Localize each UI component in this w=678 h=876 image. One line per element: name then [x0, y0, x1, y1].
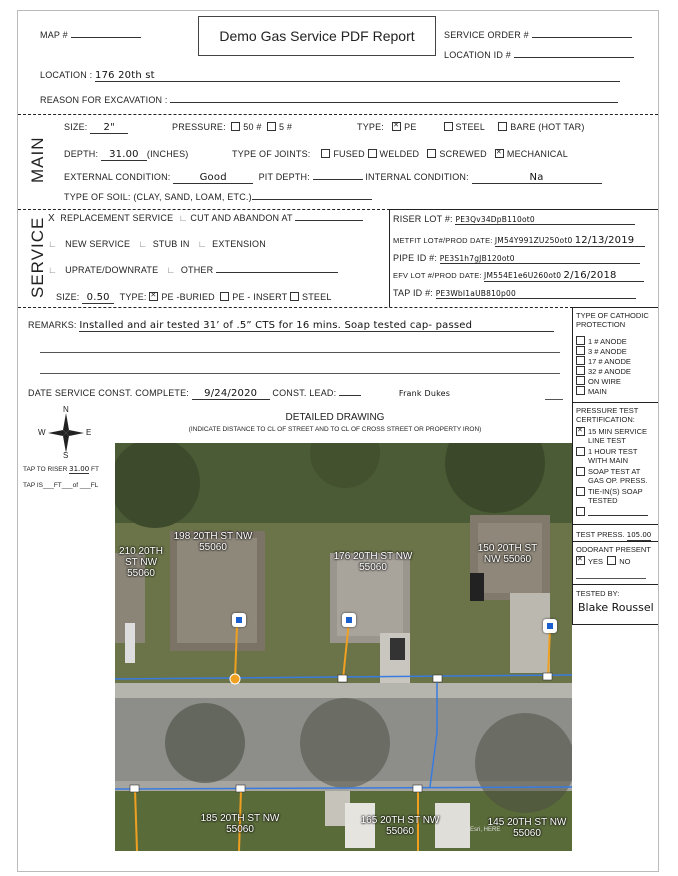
metfit-row: METFIT LOT#/PROD DATE: JM54Y991ZU250ot0 12/13/2019 — [393, 235, 645, 247]
remarks-value: Installed and air tested 31’ of .5” CTS for 16 mins. Soap tested cap- passed — [79, 320, 554, 332]
pressure-item: 1 HOUR TEST WITH MAIN — [576, 447, 658, 465]
cathodic-item: 1 # ANODE — [576, 336, 631, 346]
drawing-title: DETAILED DRAWING — [285, 412, 385, 423]
service-marker-icon[interactable] — [543, 619, 557, 633]
date-complete-row: DATE SERVICE CONST. COMPLETE: 9/24/2020 CONST. LEAD: Frank Dukes — [28, 388, 451, 399]
riser-lot-row: RISER LOT #: PE3Qv34DpB110ot0 — [393, 214, 635, 225]
tested-by-value: Blake Roussel — [578, 601, 654, 614]
report-title-box — [198, 16, 436, 56]
address-label: 176 20TH ST NW 55060 — [333, 551, 413, 573]
cathodic-item: MAIN — [576, 386, 631, 396]
pressure-test-title: PRESSURE TEST CERTIFICATION: — [576, 406, 639, 424]
main-joints-row: TYPE OF JOINTS: FUSED WELDED SCREWED ✕ MECHANICAL — [232, 149, 568, 159]
efv-row: EFV LOT #/PROD DATE: JM554E1e6U260ot0 2/16/2018 — [393, 270, 644, 282]
service-order-label: SERVICE ORDER # — [444, 30, 632, 40]
main-pressure-row: PRESSURE: 50 # 5 # — [172, 122, 293, 132]
map-attribution: Esri, HERE — [470, 827, 501, 833]
location-row: LOCATION : 176 20th st — [40, 70, 620, 82]
location-id-label: LOCATION ID # — [444, 50, 634, 60]
main-size-row: SIZE: 2" — [64, 122, 128, 134]
test-press-row: TEST PRESS. 105.00 — [576, 530, 652, 539]
address-label: 198 20TH ST NW 55060 — [173, 531, 253, 553]
service-size-row: SIZE: 0.50 TYPE: ✕ PE -BURIED PE - INSERT STEEL — [56, 292, 332, 304]
map-label: MAP # — [40, 30, 141, 40]
main-section-label: MAIN — [28, 136, 47, 183]
drawing-subtitle: (INDICATE DISTANCE TO CL OF STREET AND TO CL OF CROSS STREET OR PROPERTY IRON) — [188, 426, 482, 433]
tap-to-riser-row: TAP TO RISER 31.00 FT — [23, 465, 99, 473]
pressure-item: SOAP TEST AT GAS OP. PRESS. — [576, 467, 658, 485]
cathodic-item: 32 # ANODE — [576, 366, 631, 376]
cathodic-item: ON WIRE — [576, 376, 631, 386]
cathodic-item: 17 # ANODE — [576, 356, 631, 366]
main-soil-row: TYPE OF SOIL: (CLAY, SAND, LOAM, ETC.) — [64, 192, 372, 202]
report-title: Demo Gas Service PDF Report — [219, 28, 415, 44]
tested-by-label: TESTED BY: — [576, 589, 620, 598]
service-marker-icon[interactable] — [232, 613, 246, 627]
address-label: 165 20TH ST NW 55060 — [360, 815, 440, 837]
address-label: 150 20TH ST NW 55060 — [477, 543, 538, 565]
main-condition-row: EXTERNAL CONDITION: Good PIT DEPTH: INTERNAL CONDITION: Na — [64, 172, 602, 184]
main-depth-row: DEPTH: 31.00 (INCHES) — [64, 149, 189, 160]
pressure-item-blank — [576, 507, 658, 516]
service-marker-icon[interactable] — [342, 613, 356, 627]
cathodic-title: TYPE OF CATHODIC PROTECTION — [576, 311, 649, 329]
main-type-row: TYPE: ✕ PE STEEL BARE (HOT TAR) — [357, 122, 585, 132]
pressure-test-list — [576, 427, 658, 516]
tap-id-row: TAP ID #: PE3WbI1aUB810p00 — [393, 288, 636, 299]
address-label: 210 20TH ST NW 55060 — [119, 546, 163, 579]
service-row-3: ∟ UPRATE/DOWNRATE ∟ OTHER — [48, 265, 338, 275]
odorant-label: ODORANT PRESENT — [576, 545, 651, 554]
odorant-row: ✕YES NO — [576, 556, 630, 566]
service-section-label: SERVICE — [28, 216, 47, 298]
address-label: 185 20TH ST NW 55060 — [200, 813, 280, 835]
address-label: 145 20TH ST NW 55060 — [487, 817, 567, 839]
tap-is-row: TAP IS___FT___of ___FL — [23, 482, 99, 489]
pressure-item: TIE-IN(S) SOAP TESTED — [576, 487, 658, 505]
remarks-row: REMARKS: Installed and air tested 31’ of .5” CTS for 16 mins. Soap tested cap- passed — [28, 320, 554, 332]
pipe-id-row: PIPE ID #: PE3S1h7gJB120ot0 — [393, 253, 640, 264]
cathodic-item: 3 # ANODE — [576, 346, 631, 356]
service-row-2: ∟ NEW SERVICE ∟ STUB IN ∟ EXTENSION — [48, 239, 266, 249]
pressure-item: ✕ 15 MIN SERVICE LINE TEST — [576, 427, 658, 445]
location-value: 176 20th st — [95, 70, 620, 82]
cathodic-list — [576, 336, 631, 396]
service-row-1: X REPLACEMENT SERVICE ∟ CUT AND ABANDON AT — [48, 213, 363, 224]
reason-row: REASON FOR EXCAVATION : — [40, 95, 618, 105]
compass-icon: N S W E — [38, 405, 92, 460]
aerial-map — [115, 443, 572, 851]
